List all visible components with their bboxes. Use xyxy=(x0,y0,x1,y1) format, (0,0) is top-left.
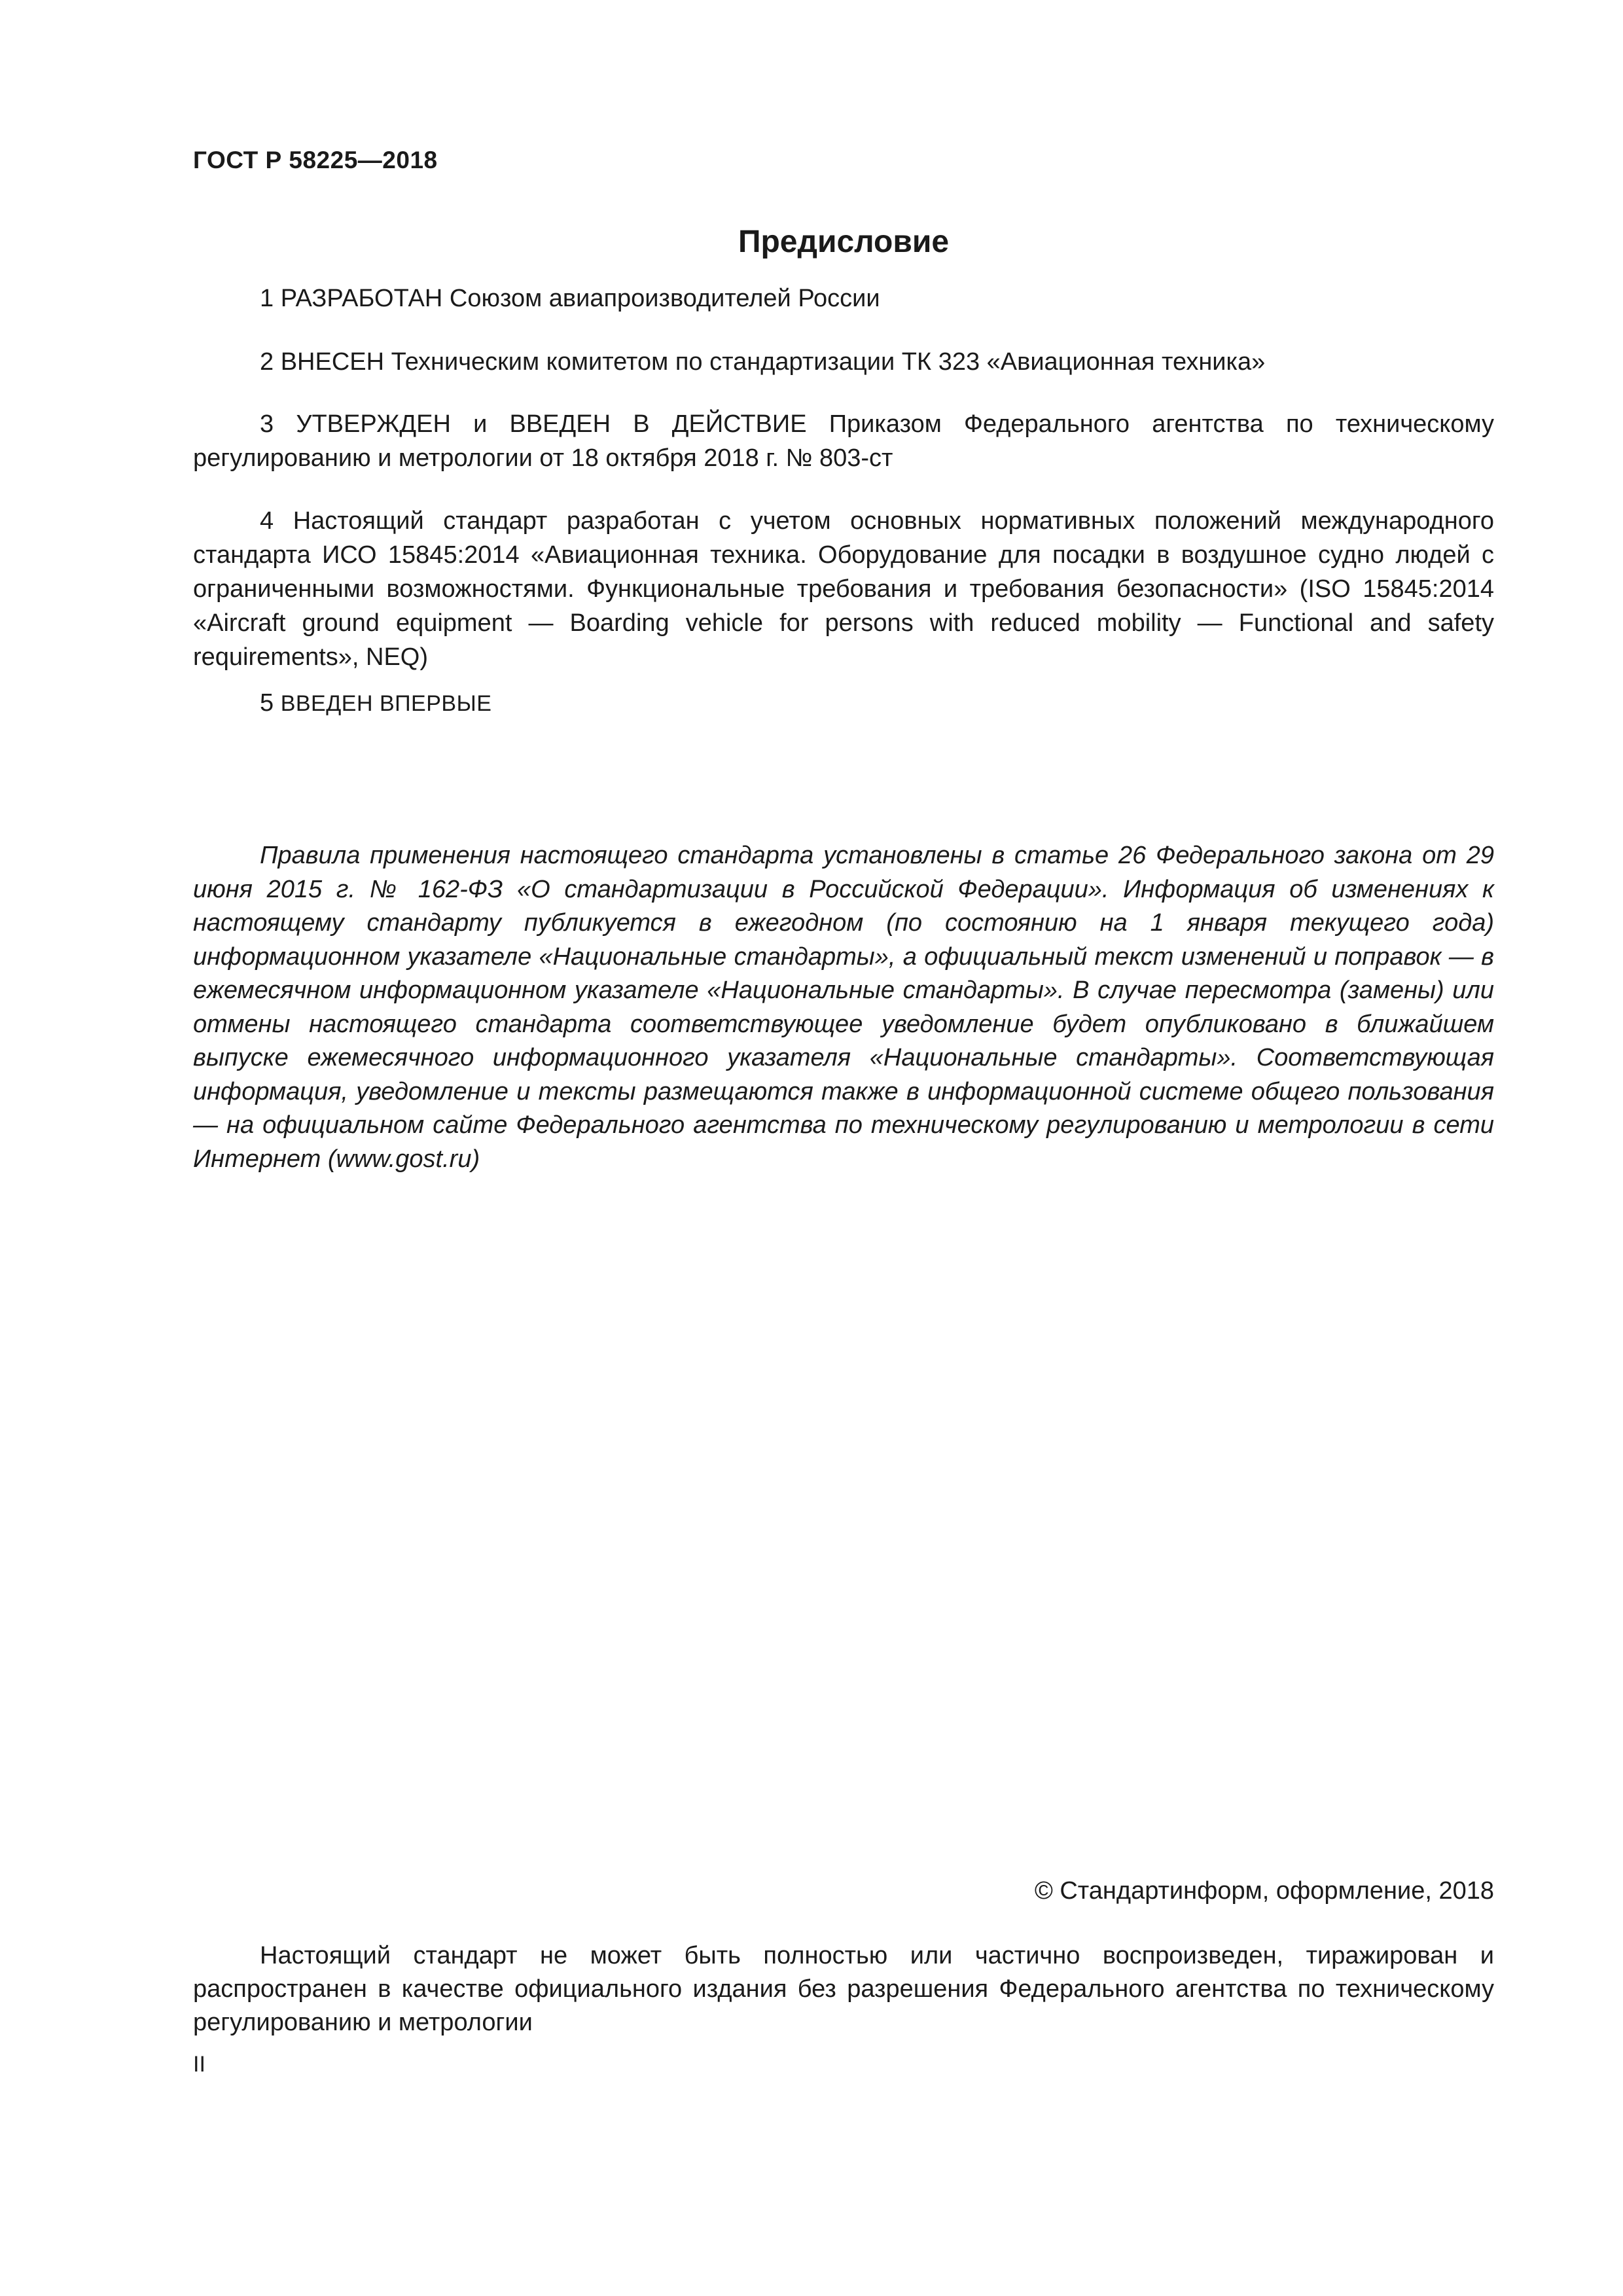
copyright-line: © Стандартинформ, оформление, 2018 xyxy=(1034,1877,1494,1905)
page-title: Предисловие xyxy=(738,224,950,259)
page-number: II xyxy=(193,2052,205,2077)
preface-item-5 xyxy=(193,686,1494,721)
reproduction-notice: Настоящий стандарт не может быть полностью или частично воспроизведен, тиражирован и распространен в качестве официального издания без разрешения Федерального агентства по техническому регулированию и метрологии xyxy=(193,1942,1494,2036)
application-rules-notice: Правила применения настоящего стандарта установлены в статье 26 Федерального закона от 29 июня 2015 г. № 162-ФЗ «О стандартизации в Российской Федерации». Информация об изменениях к настоящему стандарту публикуется в ежегодном (по состоянию на 1 января текущего года) информационном указателе «Национальные стандарты», а официальный текст изменений и поправок — в ежемесячном информационном указателе «Национальные стандарты». В случае пересмотра (замены) или отмены настоящего стандарта соответствующее уведомление будет опубликовано в ближайшем выпуске ежемесячного информационного указателя «Национальные стандарты». Соответствующая информация, уведомление и тексты размещаются также в информационной системе общего пользования — на официальном сайте Федерального агентства по техническому регулированию и метрологии в сети Интернет (www.gost.ru) xyxy=(193,842,1494,1173)
preface-item-3: 3 УТВЕРЖДЕН и ВВЕДЕН В ДЕЙСТВИЕ Приказом Федерального агентства по техническому регулированию и метрологии от 18 октября 2018 г. № 803-ст xyxy=(193,410,1494,472)
preface-item-5-number: 5 xyxy=(260,689,274,717)
preface-item-2: 2 ВНЕСЕН Техническим комитетом по стандартизации ТК 323 «Авиационная техника» xyxy=(260,348,1266,376)
preface-item-5-text: ВВЕДЕН ВПЕРВЫЕ xyxy=(280,691,492,716)
preface-item-1: 1 РАЗРАБОТАН Союзом авиапроизводителей России xyxy=(260,285,880,312)
preface-item-4: 4 Настоящий стандарт разработан с учетом основных нормативных положений международного стандарта ИСО 15845:2014 «Авиационная техника. Оборудование для посадки в воздушное судно людей с ограниченными возможностями. Функциональные требования и требования безопасности» (ISO 15845:2014 «Aircraft ground equipment — Boarding vehicle for persons with reduced mobility — Functional and safety requirements», NEQ) xyxy=(193,507,1494,671)
document-code: ГОСТ Р 58225—2018 xyxy=(193,147,438,173)
